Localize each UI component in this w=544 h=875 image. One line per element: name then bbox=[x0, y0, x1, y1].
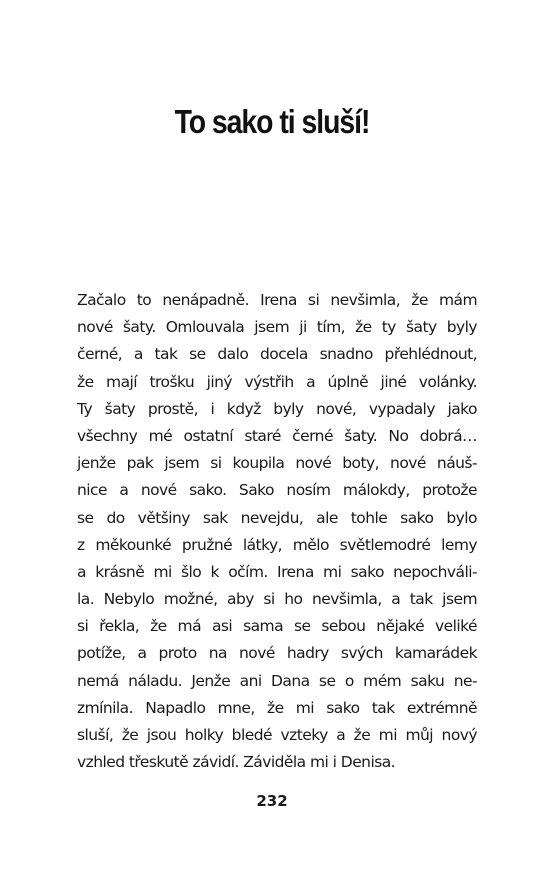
chapter-title: To sako ti sluší! bbox=[174, 103, 370, 140]
text-line: si řekla, že má asi sama se sebou nějaké veliké bbox=[77, 617, 477, 636]
text-line: Ty šaty prostě, i když byly nové, vypadaly jako bbox=[77, 399, 477, 418]
text-line: potíže, a proto na nové hadry svých kamarádek bbox=[77, 644, 477, 663]
text-line: se do většiny sak nevejdu, ale tohle sako bylo bbox=[77, 508, 477, 527]
text-line: jenže pak jsem si koupila nové boty, nové náuš- bbox=[77, 454, 477, 473]
text-line: všechny mé ostatní staré černé šaty. No dobrá… bbox=[77, 426, 477, 445]
text-line: zmínila. Napadlo mne, že mi sako tak extrémně bbox=[77, 698, 477, 717]
text-line: vzhled třeskutě závidí. Záviděla mi i Denisa. bbox=[77, 753, 396, 772]
body-paragraph bbox=[77, 287, 477, 776]
text-line: a krásně mi šlo k očím. Irena mi sako nepochváli- bbox=[77, 562, 477, 581]
text-line: že mají trošku jiný výstřih a úplně jiné volánky. bbox=[77, 372, 477, 391]
page-number: 232 bbox=[256, 792, 288, 810]
text-line: černé, a tak se dalo docela snadno přehlédnout, bbox=[77, 345, 477, 364]
text-line: nice a nové sako. Sako nosím málokdy, protože bbox=[77, 481, 477, 500]
text-line: la. Nebylo možné, aby si ho nevšimla, a tak jsem bbox=[77, 590, 477, 609]
text-line: sluší, že jsou holky bledé vzteky a že mi můj nový bbox=[77, 726, 477, 744]
text-line: nové šaty. Omlouvala jsem ji tím, že ty šaty byly bbox=[77, 318, 477, 337]
text-line: Začalo to nenápadně. Irena si nevšimla, že mám bbox=[77, 291, 477, 309]
text-line: z měkounké pružné látky, mělo světlemodré lemy bbox=[77, 535, 477, 554]
text-line: nemá náladu. Jenže ani Dana se o mém saku ne- bbox=[77, 671, 477, 690]
